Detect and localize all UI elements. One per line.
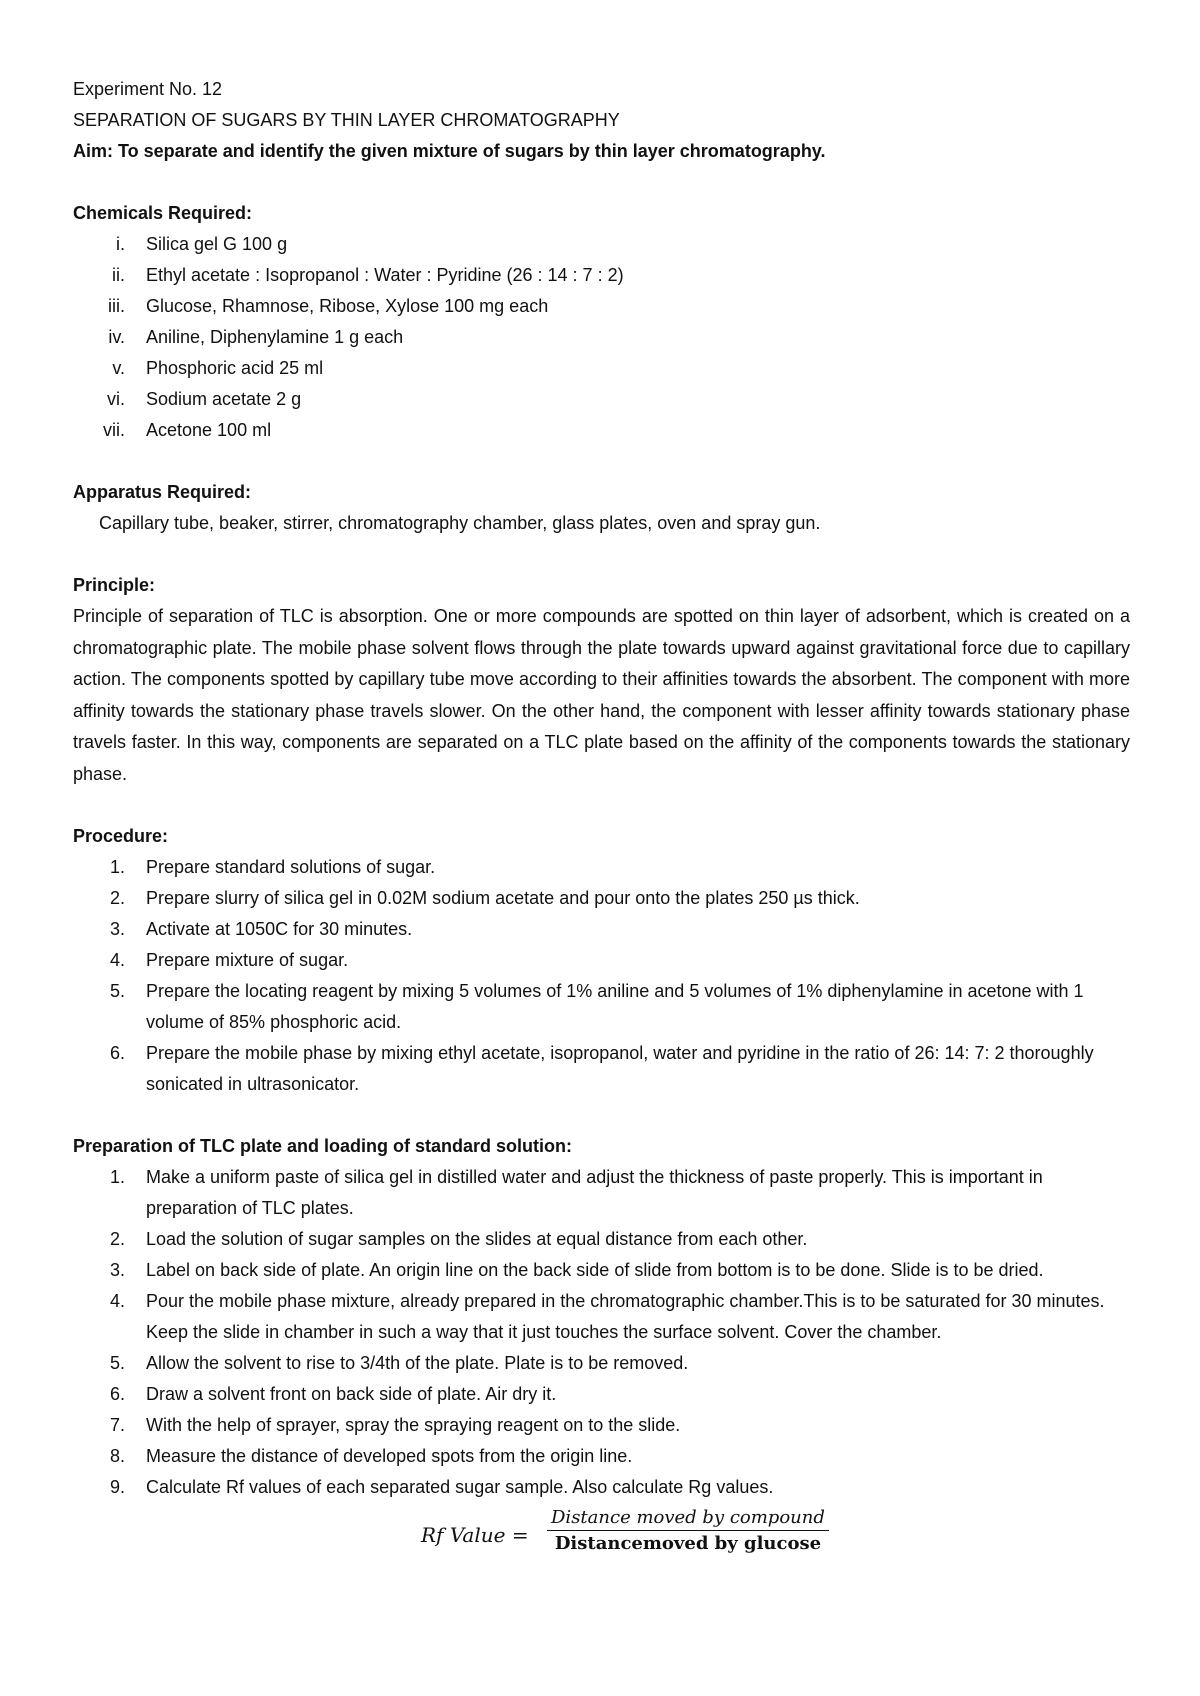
list-item: 4. Prepare mixture of sugar. (109, 950, 349, 970)
list-item: 8. Measure the distance of developed spots from the origin line. (109, 1446, 633, 1466)
list-item: vii. Acetone 100 ml (103, 420, 272, 440)
list-item: ii. Ethyl acetate : Isopropanol : Water : Pyridine (26 : 14 : 7 : 2) (112, 265, 624, 285)
rf-formula (73, 1507, 1130, 1571)
list-item: 4. Pour the mobile phase mixture, already prepared in the chromatographic chamber.This is to be saturated for 30 minutes. Keep the slide in chamber in such a way that it just touches the surface solvent. Cover the chamber. (109, 1291, 1105, 1342)
list-item: 5. Allow the solvent to rise to 3/4th of the plate. Plate is to be removed. (109, 1353, 689, 1373)
preparation-heading: Preparation of TLC plate and loading of standard solution: (73, 1136, 573, 1156)
list-item: 2. Prepare slurry of silica gel in 0.02M sodium acetate and pour onto the plates 250 µs thick. (109, 888, 860, 908)
list-item: 7. With the help of sprayer, spray the spraying reagent on to the slide. (109, 1415, 681, 1435)
list-item: i. Silica gel G 100 g (116, 234, 288, 254)
list-item: 1. Prepare standard solutions of sugar. (109, 857, 436, 877)
list-item: 3. Label on back side of plate. An origin line on the back side of slide from bottom is to be done. Slide is to be dried. (109, 1260, 1044, 1280)
list-item: 9. Calculate Rf values of each separated sugar sample. Also calculate Rg values. (109, 1477, 774, 1497)
list-item: 6. Draw a solvent front on back side of plate. Air dry it. (109, 1384, 557, 1404)
apparatus-text: Capillary tube, beaker, stirrer, chromatography chamber, glass plates, oven and spray gun. (99, 513, 821, 533)
procedure-heading: Procedure: (73, 826, 169, 846)
list-item: 3. Activate at 1050C for 30 minutes. (109, 919, 413, 939)
list-item: v. Phosphoric acid 25 ml (112, 358, 324, 378)
aim-statement: Aim: To separate and identify the given mixture of sugars by thin layer chromatography. (73, 141, 826, 161)
formula-lhs: Rf Value = (421, 1523, 529, 1547)
list-item: 5. Prepare the locating reagent by mixing 5 volumes of 1% aniline and 5 volumes of 1% diphenylamine in acetone with 1 volume of 85% phosphoric acid. (109, 981, 1084, 1032)
list-item: iv. Aniline, Diphenylamine 1 g each (108, 327, 404, 347)
experiment-number: Experiment No. 12 (73, 79, 223, 99)
procedure-list (73, 852, 1130, 1100)
document-title: SEPARATION OF SUGARS BY THIN LAYER CHROMATOGRAPHY (73, 110, 620, 130)
list-item: iii. Glucose, Rhamnose, Ribose, Xylose 100 mg each (108, 296, 549, 316)
principle-heading: Principle: (73, 575, 156, 595)
chemicals-heading: Chemicals Required: (73, 203, 253, 223)
formula-fraction (547, 1507, 829, 1554)
list-item: 2. Load the solution of sugar samples on the slides at equal distance from each other. (109, 1229, 808, 1249)
list-item: vi. Sodium acetate 2 g (107, 389, 302, 409)
formula-numerator: Distance moved by compound (547, 1507, 829, 1531)
apparatus-heading: Apparatus Required: (73, 482, 252, 502)
formula-denominator: Distancemoved by glucose (554, 1533, 822, 1554)
list-item: 6. Prepare the mobile phase by mixing ethyl acetate, isopropanol, water and pyridine in the ratio of 26: 14: 7: 2 thoroughly sonicated in ultrasonicator. (109, 1043, 1094, 1094)
list-item: 1. Make a uniform paste of silica gel in distilled water and adjust the thickness of paste properly. This is important in preparation of TLC plates. (109, 1167, 1043, 1218)
principle-paragraph: Principle of separation of TLC is absorption. One or more compounds are spotted on thin layer of adsorbent, which is created on a chromatographic plate. The mobile phase solvent flows through the plate towards upward against gravitational force due to capillary action. The components spotted by capillary tube move according to their affinities towards the absorbent. The component with more affinity towards the stationary phase travels slower. On the other hand, the component with lesser affinity towards stationary phase travels faster. In this way, components are separated on a TLC plate based on the affinity of the components towards the stationary phase. (73, 606, 1130, 784)
preparation-list (73, 1162, 1130, 1503)
chemicals-list (73, 229, 1130, 446)
